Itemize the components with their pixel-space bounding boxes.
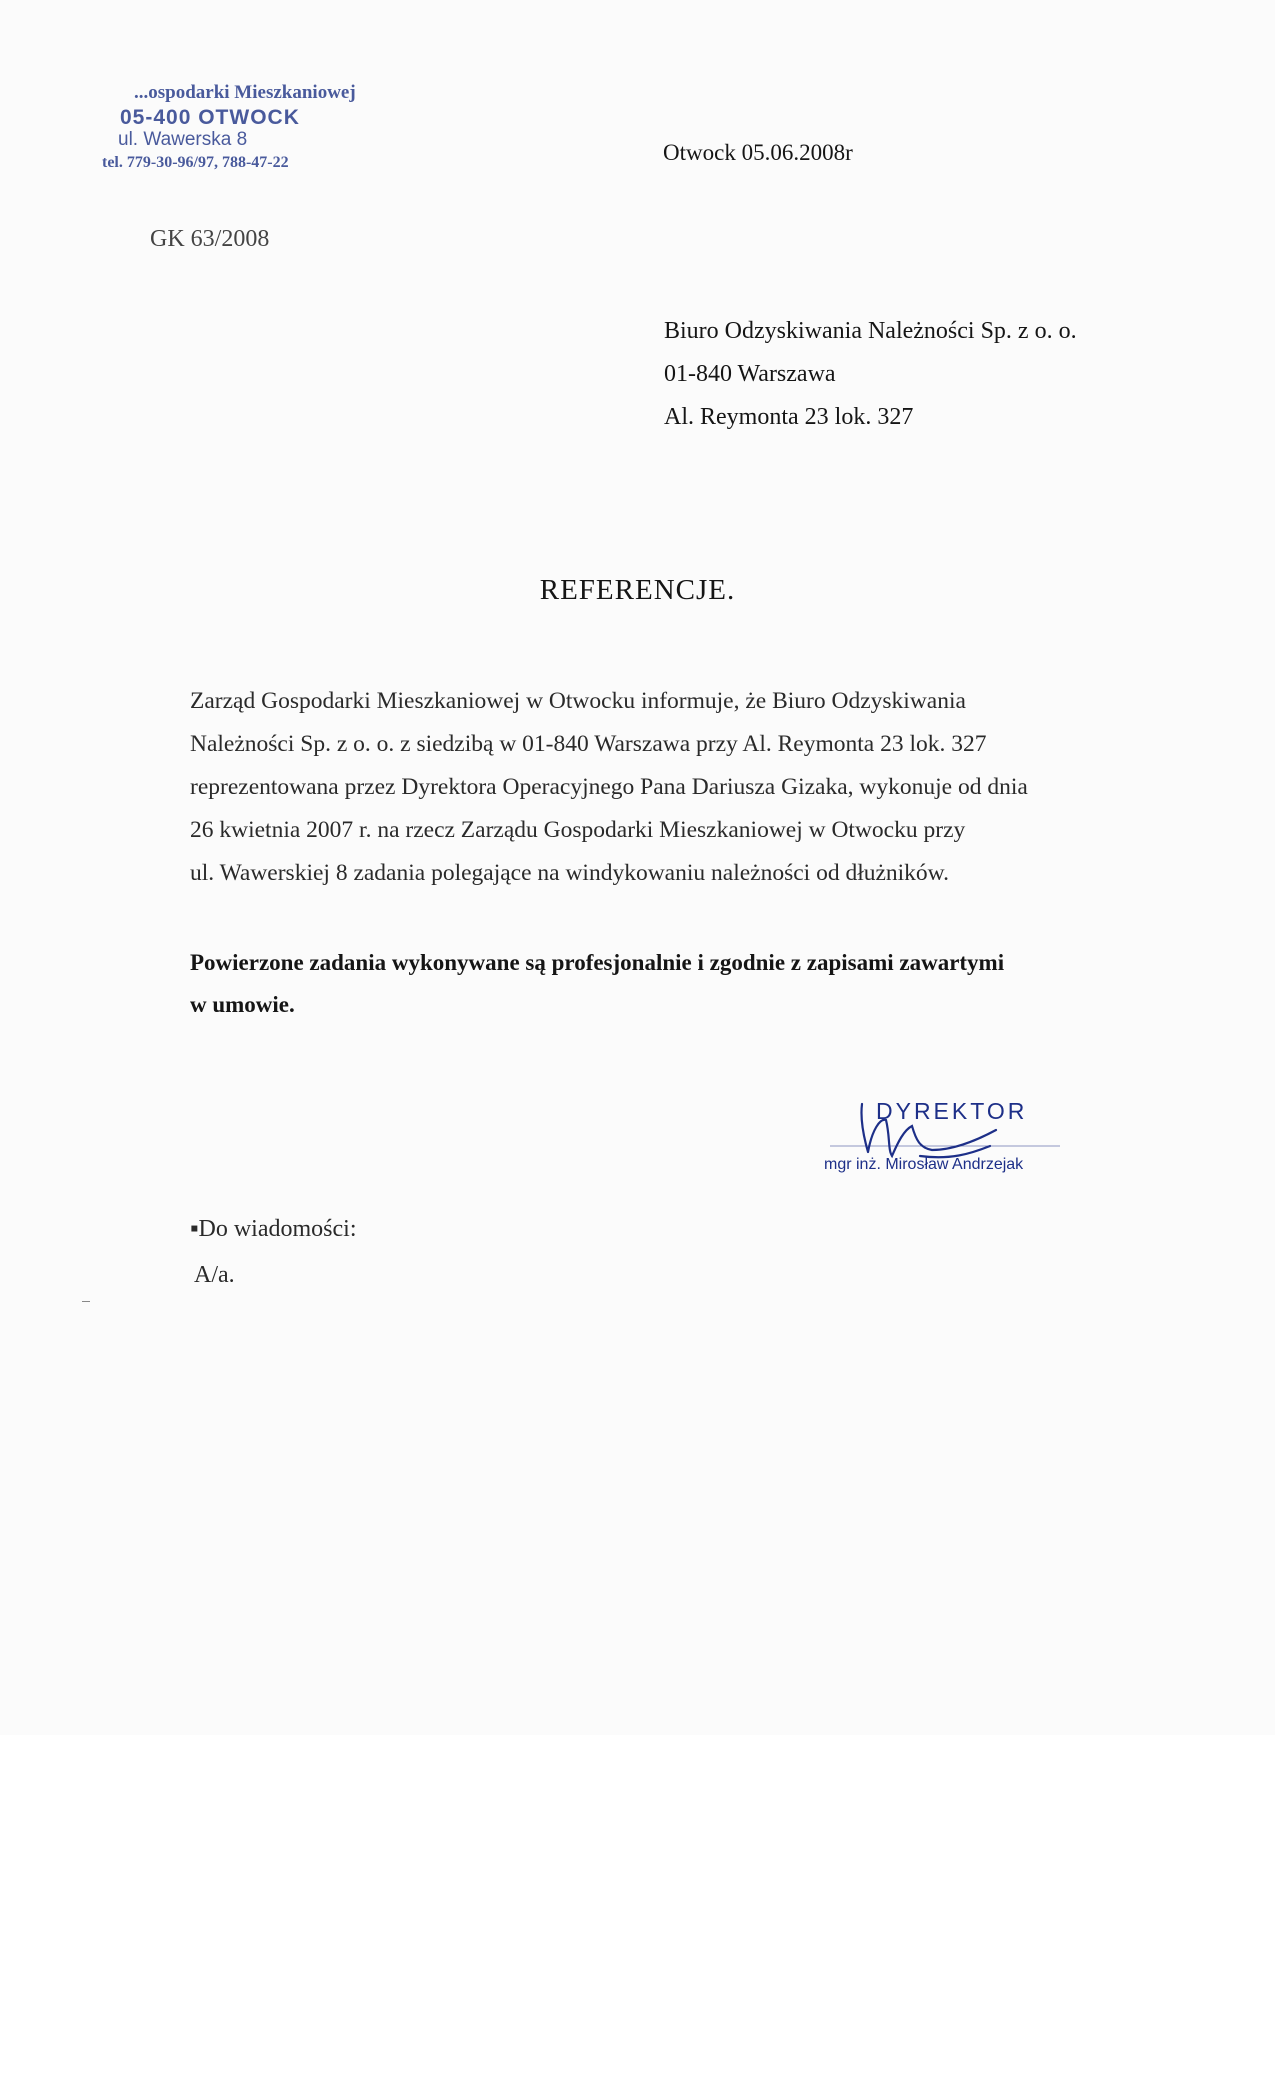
- cc-value: A/a.: [194, 1262, 235, 1288]
- letter-date: Otwock 05.06.2008r: [663, 140, 853, 165]
- body-line: Należności Sp. z o. o. z siedzibą w 01-840 Warszawa przy Al. Reymonta 23 lok. 327: [190, 731, 987, 757]
- stamp-line-2: 05-400 OTWOCK: [120, 106, 300, 129]
- letter-title: REFERENCJE.: [539, 574, 736, 606]
- stamp-line-3: ul. Wawerska 8: [118, 129, 248, 150]
- closing-statement: [190, 942, 1100, 1026]
- letter-body: [190, 680, 1100, 895]
- cc-label: ▪Do wiadomości:: [190, 1216, 357, 1242]
- reference-number: GK 63/2008: [150, 226, 270, 252]
- stamp-line-4: tel. 779-30-96/97, 788-47-22: [102, 154, 289, 171]
- signature-role: DYREKTOR: [876, 1098, 1028, 1124]
- closing-line: Powierzone zadania wykonywane są profesjonalnie i zgodnie z zapisami zawartymi: [190, 950, 1005, 975]
- stamp-line-1: ...ospodarki Mieszkaniowej: [134, 82, 356, 103]
- body-line: ul. Wawerskiej 8 zadania polegające na windykowaniu należności od dłużników.: [190, 860, 949, 886]
- signature-name: mgr inż. Mirosław Andrzejak: [824, 1156, 1024, 1173]
- body-line: Zarząd Gospodarki Mieszkaniowej w Otwocku informuje, że Biuro Odzyskiwania: [190, 688, 966, 714]
- recipient-street: Al. Reymonta 23 lok. 327: [664, 404, 914, 430]
- recipient-address: [664, 310, 1077, 439]
- body-line: reprezentowana przez Dyrektora Operacyjnego Pana Dariusza Gizaka, wykonuje od dnia: [190, 774, 1028, 800]
- cc-section: [190, 1206, 357, 1298]
- recipient-name: Biuro Odzyskiwania Należności Sp. z o. o.: [664, 318, 1077, 344]
- signature-stamp: [820, 1090, 1080, 1180]
- body-line: 26 kwietnia 2007 r. na rzecz Zarządu Gospodarki Mieszkaniowej w Otwocku przy: [190, 817, 966, 843]
- closing-line: w umowie.: [190, 992, 295, 1017]
- margin-mark: [82, 1301, 90, 1302]
- cc-label-text: Do wiadomości:: [198, 1216, 357, 1242]
- recipient-city: 01-840 Warszawa: [664, 361, 836, 387]
